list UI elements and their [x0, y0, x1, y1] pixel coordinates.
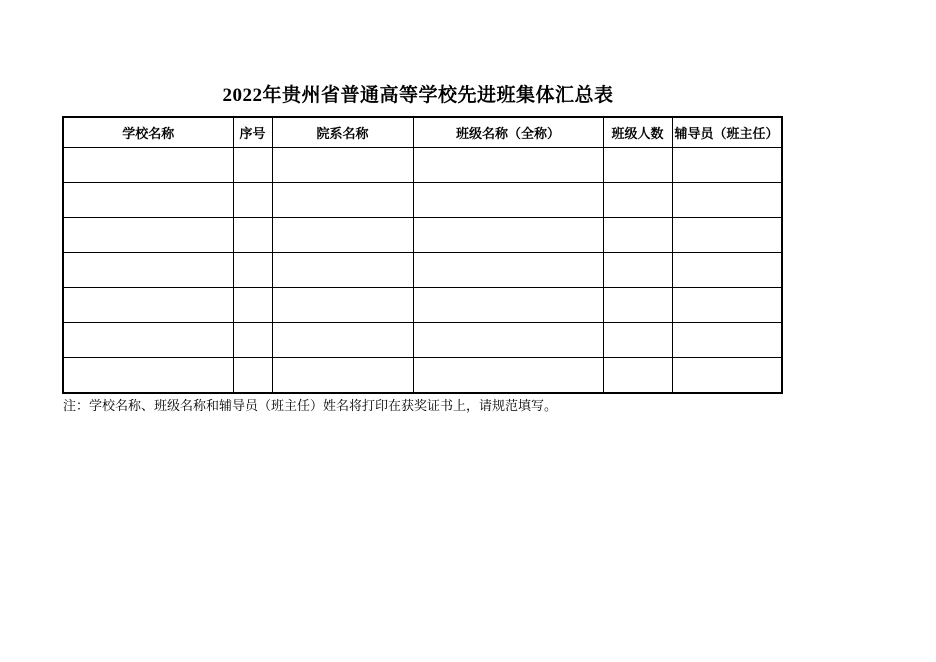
table-cell: [672, 323, 782, 358]
table-cell: [272, 253, 413, 288]
table-cell: [272, 218, 413, 253]
table-cell: [672, 183, 782, 218]
table-cell: [603, 253, 672, 288]
table-cell: [63, 323, 233, 358]
column-header-5: 班级人数: [603, 117, 672, 148]
table-cell: [413, 183, 603, 218]
table-row: [63, 288, 782, 323]
table-cell: [413, 148, 603, 183]
table-cell: [413, 288, 603, 323]
table-cell: [603, 148, 672, 183]
table-cell: [413, 323, 603, 358]
table-row: [63, 218, 782, 253]
column-header-1: 学校名称: [63, 117, 233, 148]
table-cell: [672, 218, 782, 253]
table-cell: [233, 183, 272, 218]
document-note: 注：学校名称、班级名称和辅导员（班主任）姓名将打印在获奖证书上，请规范填写。: [63, 398, 558, 413]
table-cell: [233, 218, 272, 253]
column-header-2: 序号: [233, 117, 272, 148]
table-cell: [603, 288, 672, 323]
table-cell: [603, 218, 672, 253]
table-cell: [272, 183, 413, 218]
table-cell: [272, 288, 413, 323]
table-row: [63, 323, 782, 358]
table-cell: [272, 358, 413, 394]
table-cell: [63, 358, 233, 394]
table-cell: [63, 148, 233, 183]
table-cell: [672, 288, 782, 323]
column-header-3: 院系名称: [272, 117, 413, 148]
table-cell: [413, 218, 603, 253]
column-header-4: 班级名称（全称）: [413, 117, 603, 148]
table-cell: [603, 183, 672, 218]
column-header-6: 辅导员（班主任）: [672, 117, 782, 148]
table-row: [63, 358, 782, 394]
table-header-row: [63, 117, 782, 148]
table-cell: [672, 253, 782, 288]
document-title: 2022年贵州省普通高等学校先进班集体汇总表: [222, 85, 614, 106]
table-cell: [672, 148, 782, 183]
table-cell: [413, 358, 603, 394]
table-cell: [63, 183, 233, 218]
table-cell: [413, 253, 603, 288]
table-cell: [233, 358, 272, 394]
table-cell: [272, 148, 413, 183]
table-cell: [603, 323, 672, 358]
table-cell: [63, 253, 233, 288]
table-cell: [672, 358, 782, 394]
table-cell: [233, 323, 272, 358]
table-cell: [233, 148, 272, 183]
table-cell: [63, 218, 233, 253]
table-cell: [603, 358, 672, 394]
table-row: [63, 183, 782, 218]
summary-table: [62, 116, 783, 394]
table-cell: [272, 323, 413, 358]
table-row: [63, 253, 782, 288]
table-cell: [233, 288, 272, 323]
table-row: [63, 148, 782, 183]
table-cell: [63, 288, 233, 323]
table-cell: [233, 253, 272, 288]
